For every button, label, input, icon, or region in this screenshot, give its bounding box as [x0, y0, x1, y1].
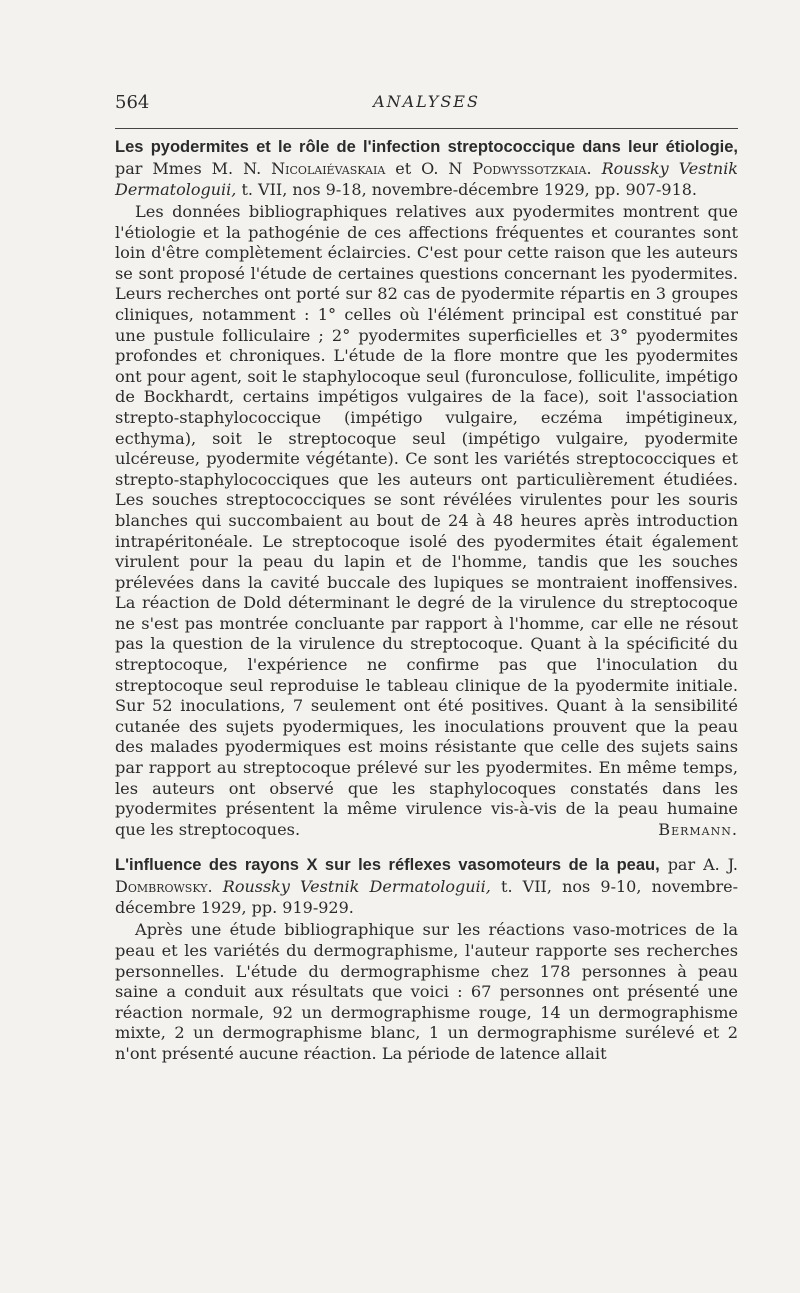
article-signature: Bermann. — [658, 819, 738, 839]
article-author: Dombrowsky. — [115, 877, 213, 897]
article-citation: t. VII, nos 9-10, novembre-décembre 1929, pp. 919-929. — [115, 877, 738, 918]
article-citation: t. VII, nos 9-18, novembre-décembre 1929, pp. 907-918. — [241, 180, 698, 199]
article-pyodermites — [115, 136, 738, 840]
page — [115, 92, 738, 1065]
article-author: Podwyssotzkaia. — [472, 159, 592, 178]
article-by: par Mmes M. N. — [115, 159, 262, 178]
article-body-text: Après une étude bibliographique sur les réactions vaso-motrices de la peau et les variétés du dermographisme, l'auteur rapporte ses recherches personnelles. L'étude du dermographisme chez 178 personnes à peau saine a conduit aux résultats que voici : 67 personnes ont présenté une réaction normale, 92 un dermographisme rouge, 14 un dermographisme mixte, 2 un dermographisme blanc, 1 un dermographisme surélevé et 2 n'ont présenté aucune réaction. La période de latence allait — [115, 920, 738, 1063]
article-body — [115, 202, 738, 840]
page-number: 564 — [115, 92, 150, 113]
article-conjunction: et O. N — [395, 159, 463, 178]
article-journal: Roussky Vestnik Dermatologuii, — [222, 877, 491, 897]
running-head — [115, 92, 738, 116]
header-rule — [115, 128, 738, 129]
article-heading — [115, 136, 738, 200]
article-body-text: Les données bibliographiques relatives aux pyodermites montrent que l'étiologie et la pathogénie de ces affections fréquentes et courantes sont loin d'être complètement éclaircies. C'est pour cette raison que les auteurs se sont proposé l'étude de certaines questions concernant les pyodermites. Leurs recherches ont porté sur 82 cas de pyodermite répartis en 3 groupes cliniques, notamment : 1° celles où l'élément principal est constitué par une pustule folliculaire ; 2° pyodermites superficielles et 3° pyodermites profondes et chroniques. L'étude de la flore montre que les pyodermites ont pour agent, soit le staphylocoque seul (furonculose, folliculite, impétigo de Bockhardt, certains impétigos vulgaires de la face), soit l'association strepto-staphylococcique (impétigo vulgaire, eczéma impétigineux, ecthyma), soit le streptocoque seul (impétigo vulgaire, pyodermite ulcéreuse, pyodermite végétante). Ce sont les variétés streptococciques et strepto-staphylococciques que les auteurs ont particulièrement étudiées. Les souches streptococciques se sont révélées virulentes pour les souris blanches qui succombaient au bout de 24 à 48 heures après introduction intrapéritonéale. Le streptocoque isolé des pyodermites était également virulent pour la peau du lapin et de l'homme, tandis que les souches prélevées dans la cavité buccale des lupiques se montraient inoffensives. La réaction de Dold déterminant le degré de la virulence du streptocoque ne s'est pas montrée concluante par rapport à l'homme, car elle ne résout pas la question de la virulence du streptocoque. Quant à la spécificité du streptocoque, l'expérience ne confirme pas que l'inoculation du streptocoque seul reproduise le tableau clinique de la pyodermite initiale. Sur 52 inoculations, 7 seulement ont été positives. Quant à la sensibilité cutanée des sujets pyodermiques, les inoculations prouvent que la peau des malades pyodermiques est moins résistante que celle des sujets sains par rapport au streptocoque prélevé sur les pyodermites. En même temps, les auteurs ont observé que les staphylocoques constatés dans les pyodermites présentent la même virulence vis-à-vis de la peau humaine que les streptocoques. — [115, 202, 738, 839]
article-body — [115, 920, 738, 1064]
running-title: ANALYSES — [373, 92, 480, 111]
article-rayons-x — [115, 854, 738, 1064]
article-journal: Roussky Vestnik Dermatologuii, — [115, 159, 739, 199]
article-author: Nicolaiévaskaia — [271, 159, 386, 178]
article-title: Les pyodermites et le rôle de l'infection streptococcique dans leur étiologie, — [115, 138, 738, 156]
article-by: par A. J. — [667, 855, 738, 875]
article-heading — [115, 854, 738, 918]
article-title: L'influence des rayons X sur les réflexes vasomoteurs de la peau, — [115, 856, 660, 875]
